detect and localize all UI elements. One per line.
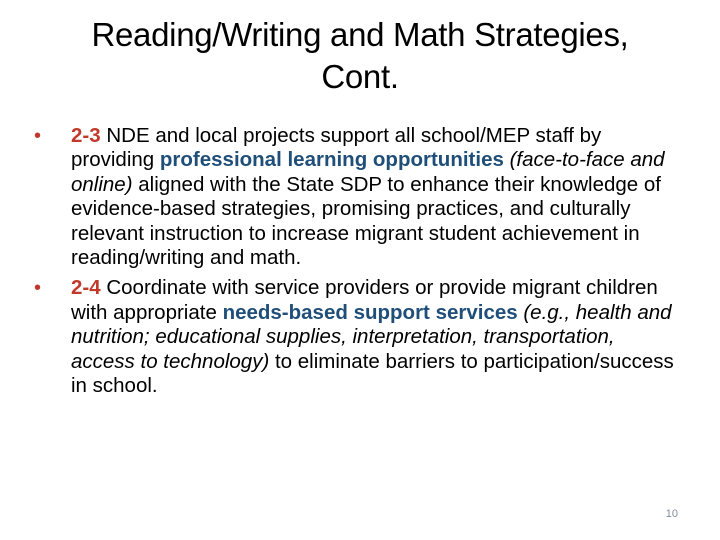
bullet-list xyxy=(34,124,684,404)
slide-title-line-1: Reading/Writing and Math Strategies, xyxy=(91,16,629,53)
bullet-italic-text: (e.g., health and nutrition; educational supplies, interpretation, transportation, access to technology) xyxy=(71,300,672,373)
strategy-code: 2-4 xyxy=(71,276,101,300)
bullet-item-2-4 xyxy=(34,276,684,398)
bullet-text: Coordinate with service providers or provide migrant children with appropriate xyxy=(71,276,658,324)
bullet-text: aligned with the State SDP to enhance their knowledge of evidence-based strategies, promising practices, and culturally relevant instruction to increase migrant student achievement in reading/writing and math. xyxy=(71,172,661,270)
slide-title xyxy=(0,14,720,98)
strategy-code: 2-3 xyxy=(71,124,101,147)
bullet-highlight: professional learning opportunities xyxy=(159,148,504,172)
bullet-marker-icon: • xyxy=(34,125,42,147)
bullet-item-2-3 xyxy=(34,124,684,270)
bullet-highlight: needs-based support services xyxy=(222,300,518,324)
page-number: 10 xyxy=(665,508,678,520)
bullet-italic-text: (face-to-face and online) xyxy=(71,148,665,196)
bullet-marker-icon: • xyxy=(34,277,42,300)
bullet-text: to eliminate barriers to participation/success in school. xyxy=(71,349,674,398)
slide-title-line-2: Cont. xyxy=(321,58,399,95)
bullet-text: NDE and local projects support all school/MEP staff by providing xyxy=(71,124,602,172)
